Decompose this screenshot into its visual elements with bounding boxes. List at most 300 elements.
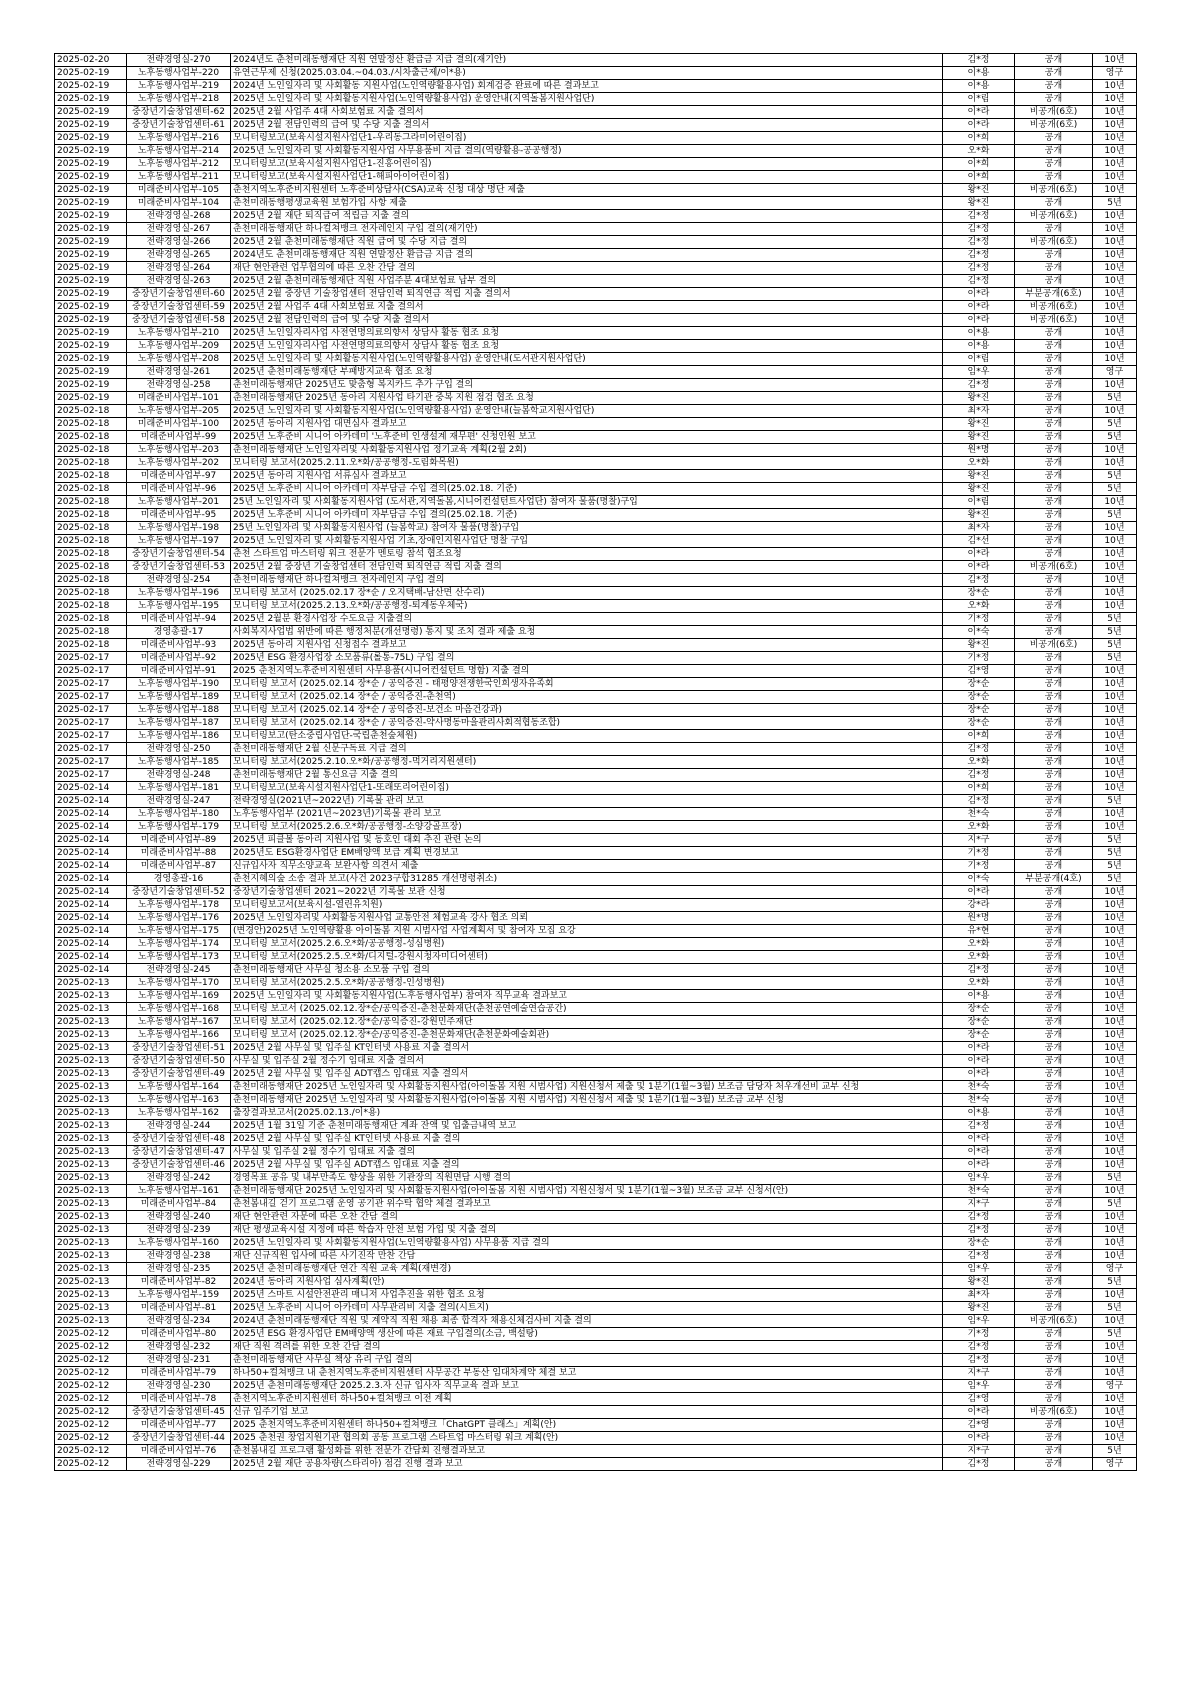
cell-disclosure: 공개 (1015, 938, 1093, 951)
cell-disclosure: 공개 (1015, 145, 1093, 158)
cell-document-title: 춘천미래동행재단 2월 신문구독료 지급 결의 (231, 743, 943, 756)
cell-date: 2025-02-14 (55, 964, 127, 977)
table-row (55, 93, 1137, 106)
cell-document-title: 재단 신규직원 입사에 따른 사기진작 만찬 간담 (231, 1250, 943, 1263)
cell-document-title: 2025년 노인일자리 및 사회활동지원사업(노후동행사업부) 참여자 직무교육 결과보고 (231, 990, 943, 1003)
cell-document-title: 모니터링 보고서 (2025.02.12.장*순/공익증진-춘천문화재단(춘천문화예술회관) (231, 1029, 943, 1042)
cell-date: 2025-02-17 (55, 691, 127, 704)
table-row (55, 1081, 1137, 1094)
cell-date: 2025-02-12 (55, 1432, 127, 1445)
cell-disclosure: 공개 (1015, 600, 1093, 613)
cell-department-doc-no: 노후동행사업부-201 (127, 496, 231, 509)
cell-disclosure: 공개 (1015, 522, 1093, 535)
cell-department-doc-no: 미래준비사업부-80 (127, 1328, 231, 1341)
cell-document-title: 2025년 2월 사무실 및 입주실 KT인터넷 사용료 지출 결의 (231, 1133, 943, 1146)
cell-document-title: 2025년 ESG 환경사업장 소모품류(롤통-75L) 구입 결의 (231, 652, 943, 665)
cell-document-title: 2025년 ESG 환경사업단 EM배양액 생산에 따른 재료 구입결의(소금, 백설탕) (231, 1328, 943, 1341)
cell-document-title: 2025년 스마트 시설안전관리 매니저 사업추진을 위한 협조 요청 (231, 1289, 943, 1302)
cell-person: 김*정 (943, 769, 1015, 782)
cell-date: 2025-02-12 (55, 1445, 127, 1458)
cell-disclosure: 공개 (1015, 1367, 1093, 1380)
cell-department-doc-no: 미래준비사업부-91 (127, 665, 231, 678)
cell-document-title: 중장년기술창업센터 2021~2022년 기록물 보관 신청 (231, 886, 943, 899)
table-row (55, 1341, 1137, 1354)
cell-department-doc-no: 미래준비사업부-79 (127, 1367, 231, 1380)
cell-document-title: 모니터링 보고서(2025.2.6.오*화/공공행정-성심병원) (231, 938, 943, 951)
cell-disclosure: 공개 (1015, 847, 1093, 860)
cell-disclosure: 공개 (1015, 899, 1093, 912)
cell-person: 기*정 (943, 613, 1015, 626)
table-row (55, 613, 1137, 626)
cell-person: 이*라 (943, 1146, 1015, 1159)
cell-department-doc-no: 노후동행사업부-180 (127, 808, 231, 821)
cell-disclosure: 공개 (1015, 1224, 1093, 1237)
table-row (55, 522, 1137, 535)
cell-document-title: 2024년도 춘천미래동행재단 직원 연말정산 환급금 지급 결의 (231, 249, 943, 262)
cell-disclosure: 공개 (1015, 730, 1093, 743)
cell-person: 김*정 (943, 54, 1015, 67)
cell-retention: 10년 (1093, 93, 1137, 106)
cell-date: 2025-02-19 (55, 80, 127, 93)
cell-person: 최*자 (943, 1289, 1015, 1302)
cell-disclosure: 비공개(6호) (1015, 1315, 1093, 1328)
cell-department-doc-no: 노후동행사업부-161 (127, 1185, 231, 1198)
table-row (55, 665, 1137, 678)
cell-person: 오*화 (943, 457, 1015, 470)
table-row (55, 1393, 1137, 1406)
cell-person: 오*화 (943, 600, 1015, 613)
table-row (55, 379, 1137, 392)
cell-document-title: 신규 입주기업 보고 (231, 1406, 943, 1419)
table-row (55, 743, 1137, 756)
cell-person: 최*자 (943, 405, 1015, 418)
table-row (55, 1445, 1137, 1458)
cell-retention: 영구 (1093, 1380, 1137, 1393)
cell-retention: 10년 (1093, 977, 1137, 990)
cell-date: 2025-02-19 (55, 327, 127, 340)
cell-date: 2025-02-19 (55, 67, 127, 80)
cell-department-doc-no: 노후동행사업부-202 (127, 457, 231, 470)
cell-document-title: 2025 춘천지역노후준비지원센터 사무용품(시니어컨설턴트 명함) 지출 결의 (231, 665, 943, 678)
table-row (55, 418, 1137, 431)
cell-disclosure: 공개 (1015, 483, 1093, 496)
cell-document-title: 2025년 2월 재단 퇴직급여 적립금 지출 결의 (231, 210, 943, 223)
cell-retention: 10년 (1093, 769, 1137, 782)
table-row (55, 652, 1137, 665)
cell-department-doc-no: 노후동행사업부-166 (127, 1029, 231, 1042)
cell-date: 2025-02-18 (55, 483, 127, 496)
cell-retention: 5년 (1093, 613, 1137, 626)
cell-person: 강*라 (943, 899, 1015, 912)
cell-disclosure: 공개 (1015, 1302, 1093, 1315)
cell-department-doc-no: 전략경영실-244 (127, 1120, 231, 1133)
cell-date: 2025-02-14 (55, 951, 127, 964)
cell-retention: 10년 (1093, 288, 1137, 301)
cell-document-title: 모니터링 보고서 (2025.02.14 장*순 / 공익증진-보건소 마음건강과) (231, 704, 943, 717)
cell-department-doc-no: 전략경영실-263 (127, 275, 231, 288)
cell-person: 오*화 (943, 821, 1015, 834)
cell-document-title: 춘천미래동행재단 2025년 노인일자리 및 사회활동지원사업(아이돌봄 지원 시범사업) 지원신청서 및 1분기(1월~3월) 보조금 교부 신청서(안) (231, 1185, 943, 1198)
cell-disclosure: 비공개(6호) (1015, 301, 1093, 314)
cell-document-title: 2025년 2월 중장년 기술창업센터 전담인력 퇴직연금 적립 지출 결의 (231, 561, 943, 574)
cell-department-doc-no: 전략경영실-235 (127, 1263, 231, 1276)
cell-person: 이*라 (943, 314, 1015, 327)
cell-retention: 10년 (1093, 171, 1137, 184)
table-row (55, 990, 1137, 1003)
cell-document-title: 2025년 노인일자리 및 사회활동지원사업(노인역량활용사업) 사무용품 지급 결의 (231, 1237, 943, 1250)
cell-person: 기*정 (943, 860, 1015, 873)
cell-retention: 5년 (1093, 197, 1137, 210)
table-row (55, 132, 1137, 145)
cell-department-doc-no: 노후동행사업부-187 (127, 717, 231, 730)
cell-disclosure: 공개 (1015, 223, 1093, 236)
table-row (55, 327, 1137, 340)
cell-disclosure: 공개 (1015, 509, 1093, 522)
cell-document-title: 모니터링 보고서 (2025.02.12.장*순/공익증진-강원민주재단 (231, 1016, 943, 1029)
cell-department-doc-no: 전략경영실-261 (127, 366, 231, 379)
cell-disclosure: 공개 (1015, 1276, 1093, 1289)
cell-retention: 10년 (1093, 522, 1137, 535)
cell-date: 2025-02-19 (55, 249, 127, 262)
cell-department-doc-no: 노후동행사업부-173 (127, 951, 231, 964)
cell-retention: 10년 (1093, 1185, 1137, 1198)
table-row (55, 808, 1137, 821)
cell-disclosure: 공개 (1015, 1107, 1093, 1120)
cell-person: 이*라 (943, 548, 1015, 561)
cell-department-doc-no: 중장년기술창업센터-60 (127, 288, 231, 301)
cell-person: 오*화 (943, 951, 1015, 964)
cell-department-doc-no: 노후동행사업부-168 (127, 1003, 231, 1016)
table-row (55, 886, 1137, 899)
cell-retention: 10년 (1093, 1055, 1137, 1068)
cell-document-title: 모니터링 보고서 (2025.02.14 장*순 / 공익증진-춘천역) (231, 691, 943, 704)
table-row (55, 1263, 1137, 1276)
cell-disclosure: 비공개(6호) (1015, 639, 1093, 652)
cell-disclosure: 공개 (1015, 925, 1093, 938)
cell-person: 기*정 (943, 847, 1015, 860)
cell-date: 2025-02-13 (55, 1029, 127, 1042)
cell-department-doc-no: 미래준비사업부-89 (127, 834, 231, 847)
table-row (55, 964, 1137, 977)
cell-department-doc-no: 노후동행사업부-176 (127, 912, 231, 925)
cell-disclosure: 공개 (1015, 54, 1093, 67)
cell-department-doc-no: 노후동행사업부-190 (127, 678, 231, 691)
cell-person: 장*순 (943, 1016, 1015, 1029)
cell-person: 김*정 (943, 1250, 1015, 1263)
table-row (55, 795, 1137, 808)
cell-person: 이*라 (943, 1068, 1015, 1081)
cell-date: 2025-02-18 (55, 626, 127, 639)
cell-disclosure: 공개 (1015, 834, 1093, 847)
cell-person: 기*정 (943, 652, 1015, 665)
cell-date: 2025-02-14 (55, 873, 127, 886)
cell-department-doc-no: 중장년기술창업센터-62 (127, 106, 231, 119)
cell-disclosure: 공개 (1015, 1042, 1093, 1055)
cell-document-title: 모니터링 보고서(2025.2.6.오*화/공공행정-소양강골프장) (231, 821, 943, 834)
cell-disclosure: 비공개(6호) (1015, 106, 1093, 119)
cell-department-doc-no: 전략경영실-230 (127, 1380, 231, 1393)
cell-department-doc-no: 전략경영실-265 (127, 249, 231, 262)
cell-disclosure: 공개 (1015, 1081, 1093, 1094)
cell-retention: 영구 (1093, 366, 1137, 379)
table-row (55, 548, 1137, 561)
table-row (55, 444, 1137, 457)
table-row (55, 574, 1137, 587)
cell-retention: 10년 (1093, 132, 1137, 145)
cell-document-title: 2025년 노인일자리사업 사전연명의료의향서 상담사 활동 협조 요청 (231, 327, 943, 340)
cell-person: 천*숙 (943, 1094, 1015, 1107)
cell-department-doc-no: 노후동행사업부-174 (127, 938, 231, 951)
cell-document-title: 2025년 노후준비 시니어 아카데미 자부담금 수입 결의(25.02.18. 기준) (231, 509, 943, 522)
cell-date: 2025-02-18 (55, 535, 127, 548)
cell-disclosure: 공개 (1015, 678, 1093, 691)
cell-person: 왕*진 (943, 639, 1015, 652)
table-row (55, 951, 1137, 964)
cell-disclosure: 공개 (1015, 1263, 1093, 1276)
table-row (55, 860, 1137, 873)
cell-date: 2025-02-19 (55, 366, 127, 379)
cell-disclosure: 공개 (1015, 782, 1093, 795)
cell-date: 2025-02-12 (55, 1354, 127, 1367)
cell-date: 2025-02-13 (55, 1263, 127, 1276)
table-row (55, 145, 1137, 158)
cell-disclosure: 공개 (1015, 652, 1093, 665)
table-row (55, 925, 1137, 938)
cell-date: 2025-02-17 (55, 652, 127, 665)
cell-document-title: 2025년 피클볼 동아리 지원사업 및 동호인 대회 추진 관련 논의 (231, 834, 943, 847)
table-row (55, 1276, 1137, 1289)
cell-retention: 5년 (1093, 1198, 1137, 1211)
cell-disclosure: 공개 (1015, 1029, 1093, 1042)
cell-disclosure: 공개 (1015, 964, 1093, 977)
cell-disclosure: 공개 (1015, 392, 1093, 405)
cell-disclosure: 공개 (1015, 431, 1093, 444)
cell-document-title: 2025년 춘천미래동행재단 부패방지교육 협조 요청 (231, 366, 943, 379)
cell-department-doc-no: 중장년기술창업센터-61 (127, 119, 231, 132)
table-row (55, 1250, 1137, 1263)
cell-retention: 10년 (1093, 106, 1137, 119)
cell-document-title: 춘천미래동행재단 2025년 동아리 지원사업 타기관 중복 지원 점검 협조 요청 (231, 392, 943, 405)
cell-person: 왕*진 (943, 392, 1015, 405)
cell-department-doc-no: 전략경영실-245 (127, 964, 231, 977)
cell-department-doc-no: 노후동행사업부-163 (127, 1094, 231, 1107)
cell-disclosure: 공개 (1015, 327, 1093, 340)
cell-date: 2025-02-13 (55, 1081, 127, 1094)
cell-document-title: 2025년 2월 사업주 4대 사회보험료 지출 결의서 (231, 106, 943, 119)
cell-person: 이*라 (943, 561, 1015, 574)
cell-person: 이*라 (943, 301, 1015, 314)
cell-department-doc-no: 노후동행사업부-179 (127, 821, 231, 834)
cell-document-title: 춘천미래동행재단 하나컬쳐뱅크 전자레인지 구입 결의(재기안) (231, 223, 943, 236)
cell-date: 2025-02-17 (55, 743, 127, 756)
cell-retention: 10년 (1093, 1081, 1137, 1094)
cell-date: 2025-02-18 (55, 470, 127, 483)
cell-department-doc-no: 중장년기술창업센터-58 (127, 314, 231, 327)
cell-person: 지*구 (943, 1198, 1015, 1211)
cell-date: 2025-02-19 (55, 171, 127, 184)
cell-date: 2025-02-18 (55, 418, 127, 431)
cell-person: 원*명 (943, 444, 1015, 457)
cell-disclosure: 공개 (1015, 457, 1093, 470)
cell-person: 이*희 (943, 132, 1015, 145)
cell-person: 김*정 (943, 210, 1015, 223)
cell-retention: 5년 (1093, 860, 1137, 873)
cell-person: 왕*진 (943, 431, 1015, 444)
cell-date: 2025-02-19 (55, 197, 127, 210)
cell-date: 2025-02-19 (55, 236, 127, 249)
cell-disclosure: 부분공개(4호) (1015, 873, 1093, 886)
cell-person: 유*현 (943, 925, 1015, 938)
cell-department-doc-no: 전략경영실-254 (127, 574, 231, 587)
table-row (55, 119, 1137, 132)
cell-disclosure: 공개 (1015, 1458, 1093, 1471)
cell-disclosure: 공개 (1015, 1068, 1093, 1081)
table-row (55, 717, 1137, 730)
cell-document-title: 2025년 2월 사업주 4대 사회보험료 지출 결의서 (231, 301, 943, 314)
cell-retention: 10년 (1093, 912, 1137, 925)
cell-disclosure: 공개 (1015, 171, 1093, 184)
cell-person: 왕*진 (943, 483, 1015, 496)
cell-person: 이*림 (943, 496, 1015, 509)
cell-disclosure: 공개 (1015, 470, 1093, 483)
cell-retention: 5년 (1093, 392, 1137, 405)
cell-date: 2025-02-18 (55, 561, 127, 574)
cell-disclosure: 공개 (1015, 912, 1093, 925)
cell-date: 2025-02-19 (55, 132, 127, 145)
cell-department-doc-no: 미래준비사업부-92 (127, 652, 231, 665)
cell-retention: 10년 (1093, 1367, 1137, 1380)
cell-person: 지*구 (943, 1367, 1015, 1380)
cell-date: 2025-02-12 (55, 1380, 127, 1393)
cell-department-doc-no: 노후동행사업부-178 (127, 899, 231, 912)
cell-date: 2025-02-13 (55, 1237, 127, 1250)
cell-disclosure: 공개 (1015, 548, 1093, 561)
cell-person: 장*순 (943, 587, 1015, 600)
table-row (55, 496, 1137, 509)
cell-disclosure: 비공개(6호) (1015, 314, 1093, 327)
cell-department-doc-no: 중장년기술창업센터-45 (127, 1406, 231, 1419)
table-row (55, 1159, 1137, 1172)
cell-disclosure: 공개 (1015, 275, 1093, 288)
table-row (55, 1458, 1137, 1471)
cell-person: 오*화 (943, 977, 1015, 990)
cell-person: 지*구 (943, 1445, 1015, 1458)
cell-date: 2025-02-12 (55, 1328, 127, 1341)
cell-date: 2025-02-14 (55, 808, 127, 821)
cell-person: 기*정 (943, 1328, 1015, 1341)
cell-date: 2025-02-19 (55, 223, 127, 236)
cell-department-doc-no: 미래준비사업부-94 (127, 613, 231, 626)
cell-document-title: 모니터링보고(탄소중립사업단-국립춘천숲체원) (231, 730, 943, 743)
table-row (55, 158, 1137, 171)
cell-date: 2025-02-17 (55, 769, 127, 782)
cell-department-doc-no: 노후동행사업부-164 (127, 1081, 231, 1094)
cell-department-doc-no: 미래준비사업부-82 (127, 1276, 231, 1289)
cell-department-doc-no: 노후동행사업부-205 (127, 405, 231, 418)
cell-retention: 5년 (1093, 470, 1137, 483)
cell-person: 임*우 (943, 1380, 1015, 1393)
cell-person: 이*용 (943, 340, 1015, 353)
cell-disclosure: 공개 (1015, 132, 1093, 145)
cell-person: 김*선 (943, 535, 1015, 548)
cell-document-title: 2025년 노인일자리 및 사회활동지원사업(노인역량활용사업) 운영안내(도서관지원사업단) (231, 353, 943, 366)
cell-retention: 10년 (1093, 314, 1137, 327)
cell-person: 이*숙 (943, 626, 1015, 639)
cell-retention: 5년 (1093, 639, 1137, 652)
cell-disclosure: 공개 (1015, 353, 1093, 366)
table-row (55, 1380, 1137, 1393)
cell-disclosure: 공개 (1015, 67, 1093, 80)
cell-disclosure: 공개 (1015, 704, 1093, 717)
cell-document-title: 2025년 노후준비 시니어 아카데미 '노후준비 인생설계 재무편' 신청인원 보고 (231, 431, 943, 444)
cell-document-title: 2025년 1월 31일 기준 춘천미래동행재단 계좌 잔액 및 입출금내역 보고 (231, 1120, 943, 1133)
cell-document-title: 춘천미래동행재단 2월 통신요금 지출 결의 (231, 769, 943, 782)
cell-date: 2025-02-18 (55, 509, 127, 522)
cell-department-doc-no: 미래준비사업부-78 (127, 1393, 231, 1406)
cell-document-title: 2025년 2월 전담인력의 급여 및 수당 지출 결의서 (231, 119, 943, 132)
cell-department-doc-no: 전략경영실-238 (127, 1250, 231, 1263)
cell-date: 2025-02-13 (55, 1250, 127, 1263)
cell-department-doc-no: 중장년기술창업센터-46 (127, 1159, 231, 1172)
cell-person: 왕*진 (943, 1302, 1015, 1315)
table-row (55, 1055, 1137, 1068)
cell-retention: 10년 (1093, 1393, 1137, 1406)
cell-disclosure: 공개 (1015, 405, 1093, 418)
cell-retention: 10년 (1093, 964, 1137, 977)
cell-document-title: 2025년 노인일자리 및 사회활동지원사업 사무용품비 지급 결의(역량활용-공공행정) (231, 145, 943, 158)
cell-department-doc-no: 중장년기술창업센터-51 (127, 1042, 231, 1055)
table-row (55, 769, 1137, 782)
cell-document-title: 춘천지역노후준비지원센터 노후준비상담사(CSA)교육 신청 대상 명단 제출 (231, 184, 943, 197)
cell-date: 2025-02-13 (55, 1185, 127, 1198)
table-row (55, 691, 1137, 704)
cell-person: 이*라 (943, 886, 1015, 899)
cell-disclosure: 공개 (1015, 158, 1093, 171)
cell-disclosure: 공개 (1015, 1432, 1093, 1445)
cell-disclosure: 부분공개(6호) (1015, 288, 1093, 301)
cell-retention: 10년 (1093, 821, 1137, 834)
cell-department-doc-no: 전략경영실-258 (127, 379, 231, 392)
cell-department-doc-no: 전략경영실-268 (127, 210, 231, 223)
cell-document-title: 2025년 노후준비 시니어 아카데미 사무관리비 지출 결의(시트지) (231, 1302, 943, 1315)
cell-person: 이*숙 (943, 873, 1015, 886)
cell-person: 지*구 (943, 834, 1015, 847)
table-row (55, 678, 1137, 691)
cell-date: 2025-02-18 (55, 405, 127, 418)
cell-person: 이*용 (943, 990, 1015, 1003)
cell-retention: 10년 (1093, 119, 1137, 132)
cell-retention: 5년 (1093, 1172, 1137, 1185)
cell-person: 김*정 (943, 1120, 1015, 1133)
table-row (55, 782, 1137, 795)
cell-person: 김*정 (943, 223, 1015, 236)
cell-disclosure: 공개 (1015, 756, 1093, 769)
table-row (55, 171, 1137, 184)
cell-retention: 10년 (1093, 457, 1137, 470)
cell-disclosure: 공개 (1015, 665, 1093, 678)
cell-department-doc-no: 미래준비사업부-100 (127, 418, 231, 431)
cell-person: 김*정 (943, 795, 1015, 808)
cell-retention: 10년 (1093, 1003, 1137, 1016)
cell-person: 김*정 (943, 1341, 1015, 1354)
cell-person: 임*우 (943, 366, 1015, 379)
cell-date: 2025-02-13 (55, 1289, 127, 1302)
cell-department-doc-no: 전략경영실-234 (127, 1315, 231, 1328)
table-row (55, 1367, 1137, 1380)
table-row (55, 288, 1137, 301)
cell-date: 2025-02-19 (55, 353, 127, 366)
cell-department-doc-no: 경영총괄-16 (127, 873, 231, 886)
